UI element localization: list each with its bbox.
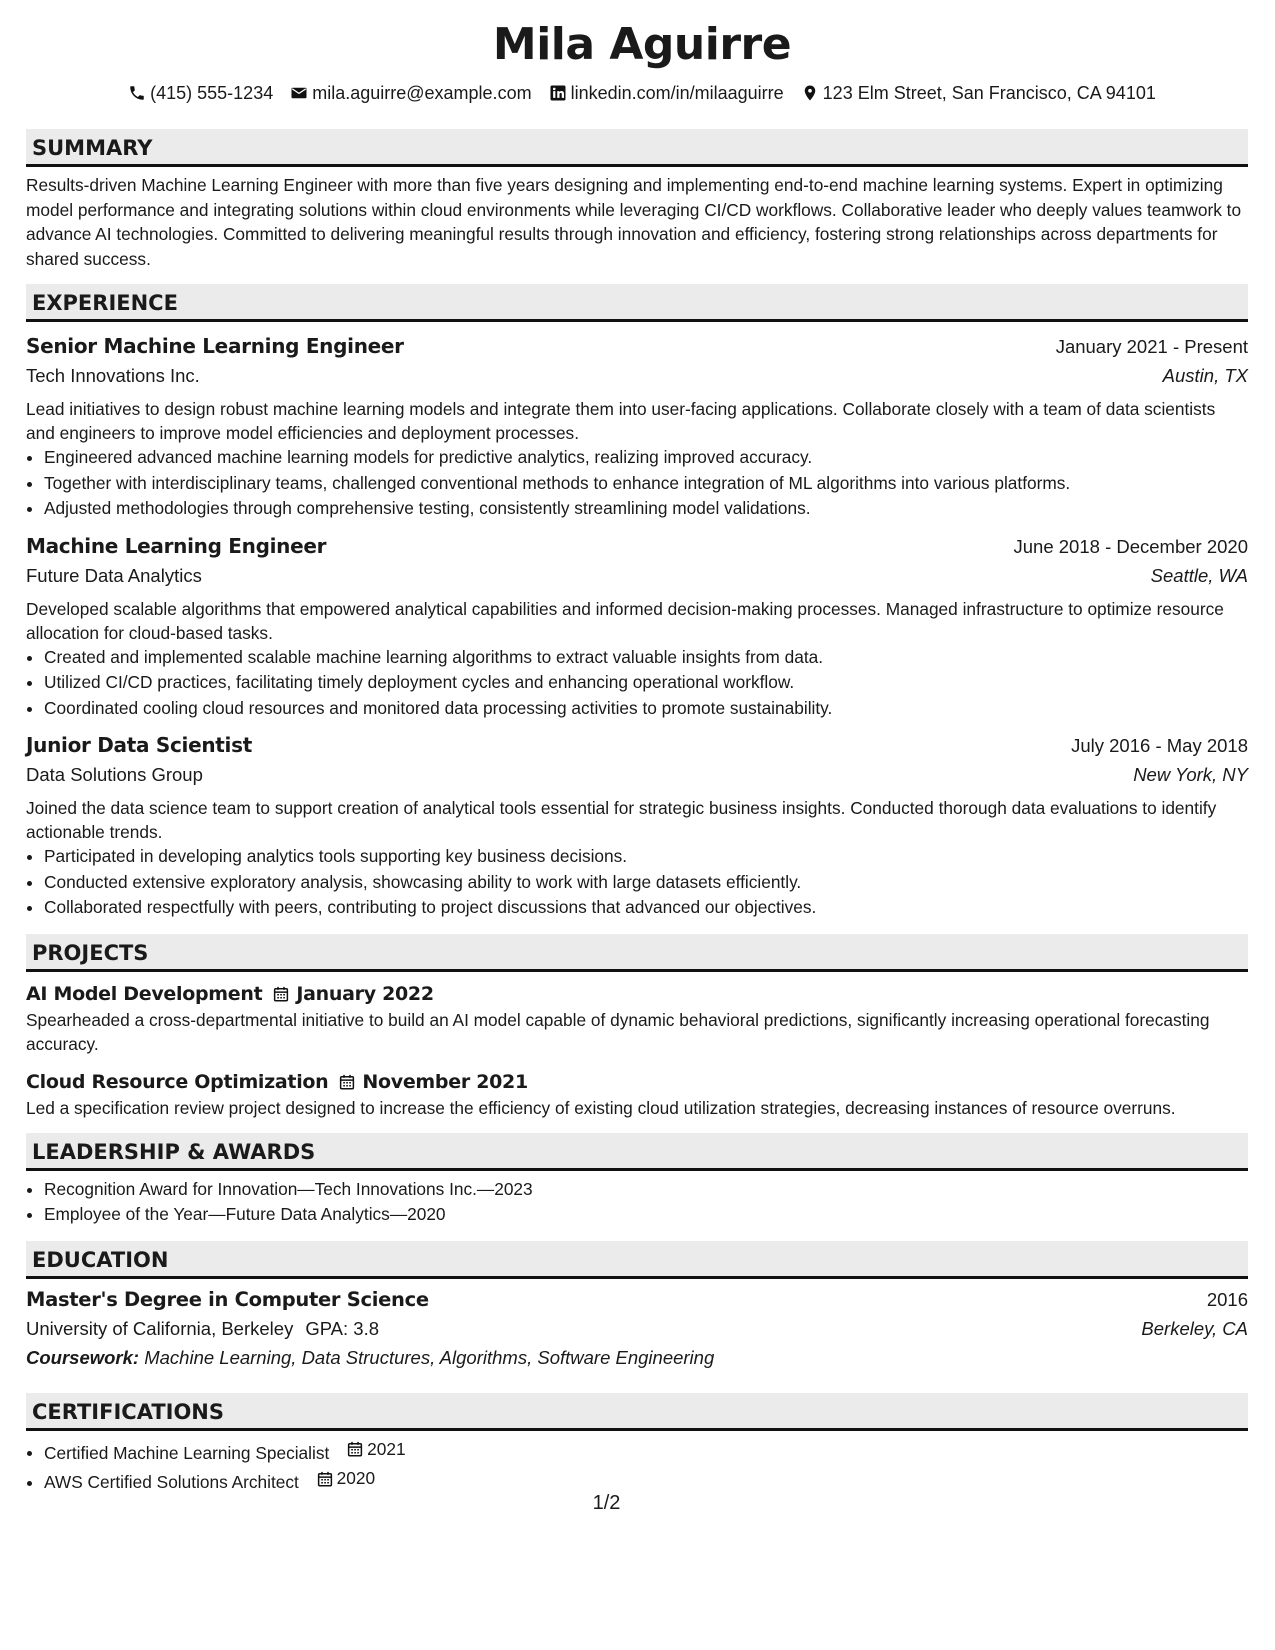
- education-coursework: [26, 1343, 1248, 1373]
- projects-section: [26, 934, 1248, 1120]
- linkedin-text: linkedin.com/in/milaaguirre: [570, 83, 784, 103]
- coursework-list: Machine Learning, Data Structures, Algorithms, Software Engineering: [139, 1346, 715, 1368]
- education-gpa: GPA: 3.8: [305, 1317, 380, 1339]
- contact-email[interactable]: [290, 82, 531, 104]
- job-company: Future Data Analytics: [26, 564, 202, 586]
- summary-text: Results-driven Machine Learning Engineer with more than five years designing and implementing end-to-end machine learning systems. Expert in optimizing model performance and integrating solutions within cloud environments while leveraging CI/CD workflows. Collaborative leader who deeply values teamwork to advance AI technologies. Committed to delivering meaningful results through innovation and efficiency, fostering strong relationships across departments for shared success.: [26, 175, 1242, 269]
- calendar-icon: [338, 1073, 356, 1091]
- contact-address: [801, 82, 1156, 104]
- awards-list: [26, 1177, 1248, 1228]
- education-degree: Master's Degree in Computer Science: [26, 1287, 429, 1311]
- job-entry: [26, 532, 1248, 722]
- certification-year: 2020: [336, 1467, 376, 1488]
- job-title: Machine Learning Engineer: [26, 533, 327, 558]
- job-description: Developed scalable algorithms that empowered analytical capabilities and informed decision-making processes. Managed infrastructure to optimize resource allocation for cloud-based tasks.: [26, 598, 1224, 643]
- job-entry: [26, 332, 1248, 522]
- calendar-icon: [316, 1470, 334, 1488]
- calendar-icon: [346, 1440, 364, 1458]
- projects-heading: PROJECTS: [26, 934, 1248, 972]
- certifications-list: [26, 1437, 1248, 1496]
- project-name: Cloud Resource Optimization: [26, 1070, 329, 1093]
- linkedin-icon: [549, 84, 567, 102]
- calendar-icon: [272, 985, 290, 1003]
- project-description: Led a specification review project designed to increase the efficiency of existing cloud utilization strategies, decreasing instances of resource overruns.: [26, 1097, 1176, 1118]
- job-location: Seattle, WA: [1150, 564, 1248, 586]
- contact-linkedin[interactable]: [549, 82, 784, 104]
- certification-name: AWS Certified Solutions Architect: [44, 1471, 299, 1492]
- job-bullet: • Together with interdisciplinary teams, challenged conventional methods to enhance integration of ML algorithms into various platforms.: [44, 471, 1248, 497]
- certifications-heading: CERTIFICATIONS: [26, 1393, 1248, 1431]
- certification-name: Certified Machine Learning Specialist: [44, 1442, 330, 1463]
- project-date-text: November 2021: [362, 1070, 528, 1093]
- job-bullet: • Utilized CI/CD practices, facilitating timely deployment cycles and enhancing operational workflow.: [44, 670, 1248, 696]
- job-bullet: • Conducted extensive exploratory analysis, showcasing ability to work with large datasets efficiently.: [44, 870, 1248, 896]
- award-item: • Employee of the Year—Future Data Analytics—2020: [44, 1202, 1248, 1228]
- job-entry: [26, 731, 1248, 921]
- address-text: 123 Elm Street, San Francisco, CA 94101: [822, 83, 1156, 103]
- project-date-text: January 2022: [296, 982, 434, 1005]
- job-description: Lead initiatives to design robust machine learning models and integrate them into user-facing applications. Collaborate closely with a team of data scientists and engineers to improve model efficiencies and deployment processes.: [26, 399, 1216, 443]
- education-heading: EDUCATION: [26, 1241, 1248, 1279]
- certifications-section: [26, 1393, 1248, 1496]
- job-bullet: • Collaborated respectfully with peers, contributing to project discussions that advanced our objectives.: [44, 895, 1248, 921]
- job-bullet: • Coordinated cooling cloud resources and monitored data processing activities to promote sustainability.: [44, 696, 1248, 722]
- job-bullet: • Adjusted methodologies through comprehensive testing, consistently streamlining model validations.: [44, 496, 1248, 522]
- project-entry: [26, 980, 1248, 1056]
- experience-section: [26, 284, 1248, 921]
- email-text: mila.aguirre@example.com: [312, 83, 532, 103]
- contact-phone: [128, 82, 273, 104]
- education-year: 2016: [1206, 1288, 1248, 1310]
- job-location: Austin, TX: [1162, 365, 1248, 386]
- job-date: January 2021 - Present: [1055, 336, 1248, 357]
- job-bullet: • Participated in developing analytics tools supporting key business decisions.: [44, 844, 1248, 870]
- job-title: Senior Machine Learning Engineer: [26, 334, 404, 358]
- contact-bar: [36, 82, 1248, 104]
- location-icon: [801, 84, 819, 102]
- job-location: New York, NY: [1133, 764, 1248, 785]
- education-entry: [26, 1285, 1248, 1373]
- job-date: June 2018 - December 2020: [1013, 535, 1248, 557]
- job-company: Tech Innovations Inc.: [26, 365, 200, 386]
- awards-heading: LEADERSHIP & AWARDS: [26, 1133, 1248, 1171]
- project-entry: [26, 1068, 1248, 1120]
- job-bullet: • Engineered advanced machine learning models for predictive analytics, realizing improved accuracy.: [44, 445, 1248, 471]
- awards-section: [26, 1133, 1248, 1228]
- project-description: Spearheaded a cross-departmental initiative to build an AI model capable of dynamic behavioral predictions, significantly increasing operational forecasting accuracy.: [26, 1009, 1210, 1054]
- job-title: Junior Data Scientist: [26, 733, 252, 757]
- candidate-name: Mila Aguirre: [492, 19, 792, 70]
- job-bullet: • Created and implemented scalable machine learning algorithms to extract valuable insights from data.: [44, 645, 1248, 671]
- phone-text: (415) 555-1234: [150, 83, 274, 103]
- job-bullets: [26, 645, 1248, 722]
- coursework-label: Coursework:: [26, 1346, 140, 1368]
- job-company: Data Solutions Group: [26, 764, 203, 785]
- job-bullets: [26, 844, 1248, 921]
- education-section: [26, 1241, 1248, 1373]
- job-description: Joined the data science team to support creation of analytical tools essential for strategic business insights. Conducted thorough data evaluations to identify actionable trends.: [26, 798, 1217, 842]
- certification-item: [44, 1437, 1248, 1466]
- page-number: 1/2: [592, 1492, 621, 1514]
- certification-year: 2021: [367, 1438, 406, 1459]
- job-date: July 2016 - May 2018: [1071, 735, 1248, 756]
- education-location: Berkeley, CA: [1141, 1317, 1248, 1339]
- email-icon: [290, 84, 308, 102]
- summary-heading: SUMMARY: [26, 129, 1248, 167]
- education-school: University of California, Berkeley: [26, 1317, 294, 1339]
- resume-page: [26, 18, 1248, 1495]
- project-name: AI Model Development: [26, 982, 263, 1005]
- experience-heading: EXPERIENCE: [26, 284, 1248, 322]
- job-bullets: [26, 445, 1248, 522]
- award-item: • Recognition Award for Innovation—Tech Innovations Inc.—2023: [44, 1177, 1248, 1203]
- phone-icon: [128, 84, 146, 102]
- project-date: [338, 1071, 527, 1093]
- project-date: [272, 983, 433, 1005]
- certification-item: [44, 1466, 1248, 1495]
